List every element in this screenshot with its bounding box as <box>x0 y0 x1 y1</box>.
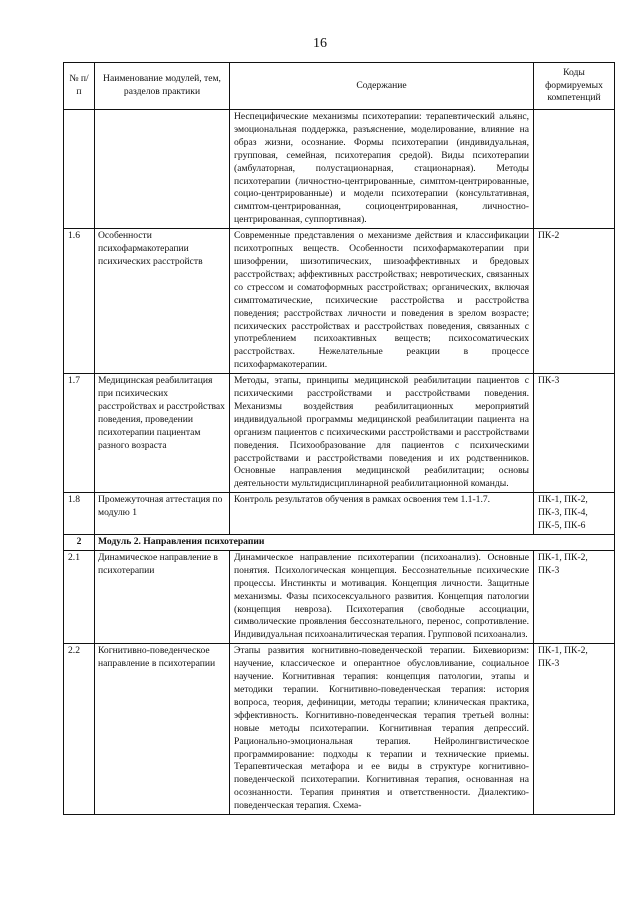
row-num: 1.8 <box>64 493 95 535</box>
table-row <box>64 374 615 493</box>
row-codes: ПК-3 <box>534 374 615 493</box>
row-name: Динамическое направление в психотерапии <box>95 550 230 643</box>
row-content: Современные представления о механизме действия и классификации психотропных веществ. Особенности психофармакотерапии при шизофрении, шизотипических, шизоаффективных и бредовых расстройствах; аффективных расстройствах; невротических, связанных со стрессом и соматоформных расстройствах; органических, включая симптоматические, психические расстройства и расстройства поведения; расстройствах личности и поведения в зрелом возрасте; психических расстройствах и расстройствах поведения, связанных с употреблением психоактивных веществ; психосоматических расстройствах. Нежелательные реакции в процессе психофармакотерапии. <box>230 229 534 374</box>
row-content: Этапы развития когнитивно-поведенческой терапии. Бихевиоризм: научение, классическое и оперантное обусловливание, социальное научение. Когнитивная терапия: концепция патологии, этапы и методики терапии. Когнитивно-поведенческая терапия: история вопроса, теория, дефиниции, методы терапии; клиническая практика, эффективность. Когнитивно-поведенческая терапия третьей волны: новые методы психотерапии. Когнитивная терапия депрессий. Рационально-эмоциональная терапия. Нейролингвистическое программирование: подходы к терапии и технические приемы. Терапевтическая метафора и ее виды в структуре когнитивно-поведенческой психотерапии. Когнитивная терапия, основанная на осознанности. Терапия принятия и ответственности. Диалектико-поведенческая терапия. Схема- <box>230 644 534 815</box>
row-num: 2.2 <box>64 644 95 815</box>
module-row <box>64 535 615 551</box>
continuation-content: Неспецифические механизмы психотерапии: терапевтический альянс, эмоциональная поддержка, разъяснение, моделирование, влияние на образ жизни, осознание. Формы психотерапии (индивидуальная, групповая, семейная, психотерапия средой). Виды психотерапии (амбулаторная, полустационарная, стационарная). Методы психотерапии (личностно-центрированные, симптом-центрированные, социо-центрированные) и модели психотерапии (консультативная, симптом-центрированная, социоцентрированная, личностно-центрированная, суппортивная). <box>230 110 534 229</box>
table-row <box>64 644 615 815</box>
row-codes: ПК-1, ПК-2, ПК-3, ПК-4, ПК-5, ПК-6 <box>534 493 615 535</box>
header-num: № п/п <box>64 63 95 110</box>
row-content: Динамическое направление психотерапии (психоанализ). Основные понятия. Психологическая концепция. Бессознательные психические процессы. Инстинкты и мотивация. Концепция личности. Защитные механизмы. Фазы психосексуального развития. Концепция патологии (концепция невроза). Психотерапия (свободные ассоциации, символические проявления бессознательного, перенос, сопротивление. Индивидуальная психоаналитическая терапия. Групповой психоанализ. <box>230 550 534 643</box>
row-num: 1.7 <box>64 374 95 493</box>
table-header-row <box>64 63 615 110</box>
row-name: Особенности психофармакотерапии психических расстройств <box>95 229 230 374</box>
header-name: Наименование модулей, тем, разделов практики <box>95 63 230 110</box>
module-title: Модуль 2. Направления психотерапии <box>95 535 615 551</box>
table-row <box>64 493 615 535</box>
row-codes: ПК-1, ПК-2, ПК-3 <box>534 550 615 643</box>
row-content: Методы, этапы, принципы медицинской реабилитации пациентов с психическими расстройствами и расстройствами поведения. Механизмы воздействия реабилитационных мероприятий индивидуальной программы медицинской реабилитации пациента на организм пациентов с психическими расстройствами и расстройствами поведения. Психообразование для пациентов с психическими расстройствами и расстройствами поведения и их родственников. Основные направления медицинской реабилитации; основы деятельности мультидисциплинарной реабилитационной команды. <box>230 374 534 493</box>
row-name: Когнитивно-поведенческое направление в психотерапии <box>95 644 230 815</box>
header-codes: Коды формируемых компетенций <box>534 63 615 110</box>
row-name: Медицинская реабилитация при психических расстройствах и расстройствах поведения, проведении психотерапии пациентам разного возраста <box>95 374 230 493</box>
table-row <box>64 550 615 643</box>
header-content: Содержание <box>230 63 534 110</box>
curriculum-table <box>63 62 615 815</box>
module-num: 2 <box>64 535 95 551</box>
row-name: Промежуточная аттестация по модулю 1 <box>95 493 230 535</box>
page-number: 16 <box>313 36 327 51</box>
row-codes: ПК-1, ПК-2, ПК-3 <box>534 644 615 815</box>
table-row-continuation <box>64 110 615 229</box>
row-num: 2.1 <box>64 550 95 643</box>
row-content: Контроль результатов обучения в рамках освоения тем 1.1-1.7. <box>230 493 534 535</box>
row-num: 1.6 <box>64 229 95 374</box>
table-row <box>64 229 615 374</box>
row-codes: ПК-2 <box>534 229 615 374</box>
